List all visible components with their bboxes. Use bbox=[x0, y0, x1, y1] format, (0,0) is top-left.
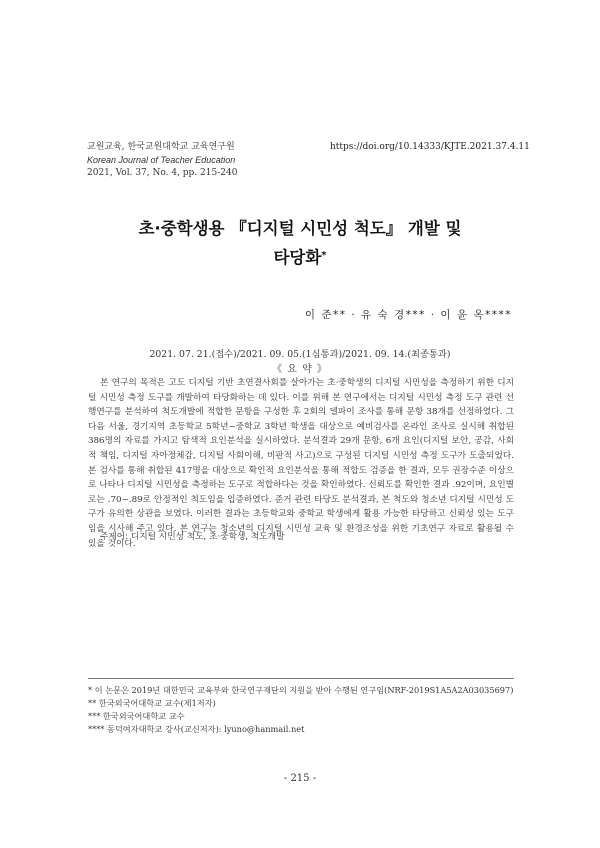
title-line-1: 초·중학생용 『디지털 시민성 척도』 개발 및 bbox=[138, 219, 462, 238]
paper-title bbox=[80, 214, 520, 272]
journal-name-korean: 교원교육, 한국교원대학교 교육연구원 bbox=[87, 142, 235, 152]
author-list: 이 준** · 유 숙 경*** · 이 윤 옥**** bbox=[304, 309, 512, 321]
abstract-heading: 《 요 약 》 bbox=[272, 364, 328, 375]
review-dates: 2021. 07. 21.(접수)/2021. 09. 05.(1심통과)/2021. 09. 14.(최종통과) bbox=[149, 349, 451, 360]
doi-link[interactable]: https://doi.org/10.14333/KJTE.2021.37.4.11 bbox=[330, 142, 530, 152]
page-number: - 215 - bbox=[283, 773, 317, 784]
journal-name-english: Korean Journal of Teacher Education bbox=[87, 155, 236, 165]
abstract-body: 본 연구의 목적은 고도 디지털 기반 초연결사회를 살아가는 초·중학생의 디지털 시민성을 측정하기 위한 디지털 시민성 측정 도구를 개발하여 타당화하는 데 있다. 이를 위해 본 연구에서는 디지털 시민성 측정 도구 관련 선행연구를 분석하여 척도개발에 적합한 문항을 구성한 후 2회의 델파이 조사를 통해 문항 38개를 선정하였다. 그다음 서울, 경기지역 초등학교 5학년~중학교 3학년 학생을 대상으로 예비검사를 온라인 조사로 실시해 취합된 386명의 자료를 가지고 탐색적 요인분석을 실시하였다. 분석결과 29개 문항, 6개 요인(디지털 보안, 공감, 사회적 책임, 디지털 자아정체감, 디지털 사회이해, 비판적 사고)으로 구성된 디지털 시민성 측정 도구가 도출되었다. 본 검사를 통해 취합된 417명을 대상으로 확인적 요인분석을 통해 적합도 검증을 한 결과, 모두 권장수준 이상으로 나타나 디지털 시민성을 측정하는 도구로 적합하다는 것을 확인하였다. 신뢰도를 확인한 결과 .92이며, 요인별로는 .70~.89로 안정적인 척도임을 입증하였다. 준거 관련 타당도 분석결과, 본 척도와 청소년 디지털 시민성 도구가 유의한 상관을 보였다. 이러한 결과는 초등학교와 중학교 학생에게 활용 가능한 타당하고 신뢰성 있는 도구임을 시사해 주고 있다. 본 연구는 청소년의 디지털 시민성 교육 및 환경조성을 위한 기초연구 자료로 활용될 수 있을 것이다. bbox=[88, 378, 514, 549]
footnote-divider bbox=[88, 678, 514, 679]
footnote-funding: * 이 논문은 2019년 대한민국 교육부와 한국연구재단의 지원을 받아 수행된 연구임(NRF-2019S1A5A2A03035697) bbox=[88, 685, 514, 695]
title-line-2: 타당화 bbox=[273, 248, 322, 267]
keywords: 주제어: 디지털 시민성 척도, 초·중학생, 척도개발 bbox=[100, 532, 285, 542]
footnote-corresponding-author: **** 동덕여자대학교 강사(교신저자): lyuno@hanmail.net bbox=[88, 724, 305, 734]
title-footnote-mark[interactable]: * bbox=[321, 250, 327, 261]
footnote-second-author: *** 한국외국어대학교 교수 bbox=[88, 711, 185, 721]
footnote-first-author: ** 한국외국어대학교 교수(제1저자) bbox=[88, 698, 216, 708]
journal-volume: 2021, Vol. 37, No. 4, pp. 215-240 bbox=[87, 168, 238, 178]
